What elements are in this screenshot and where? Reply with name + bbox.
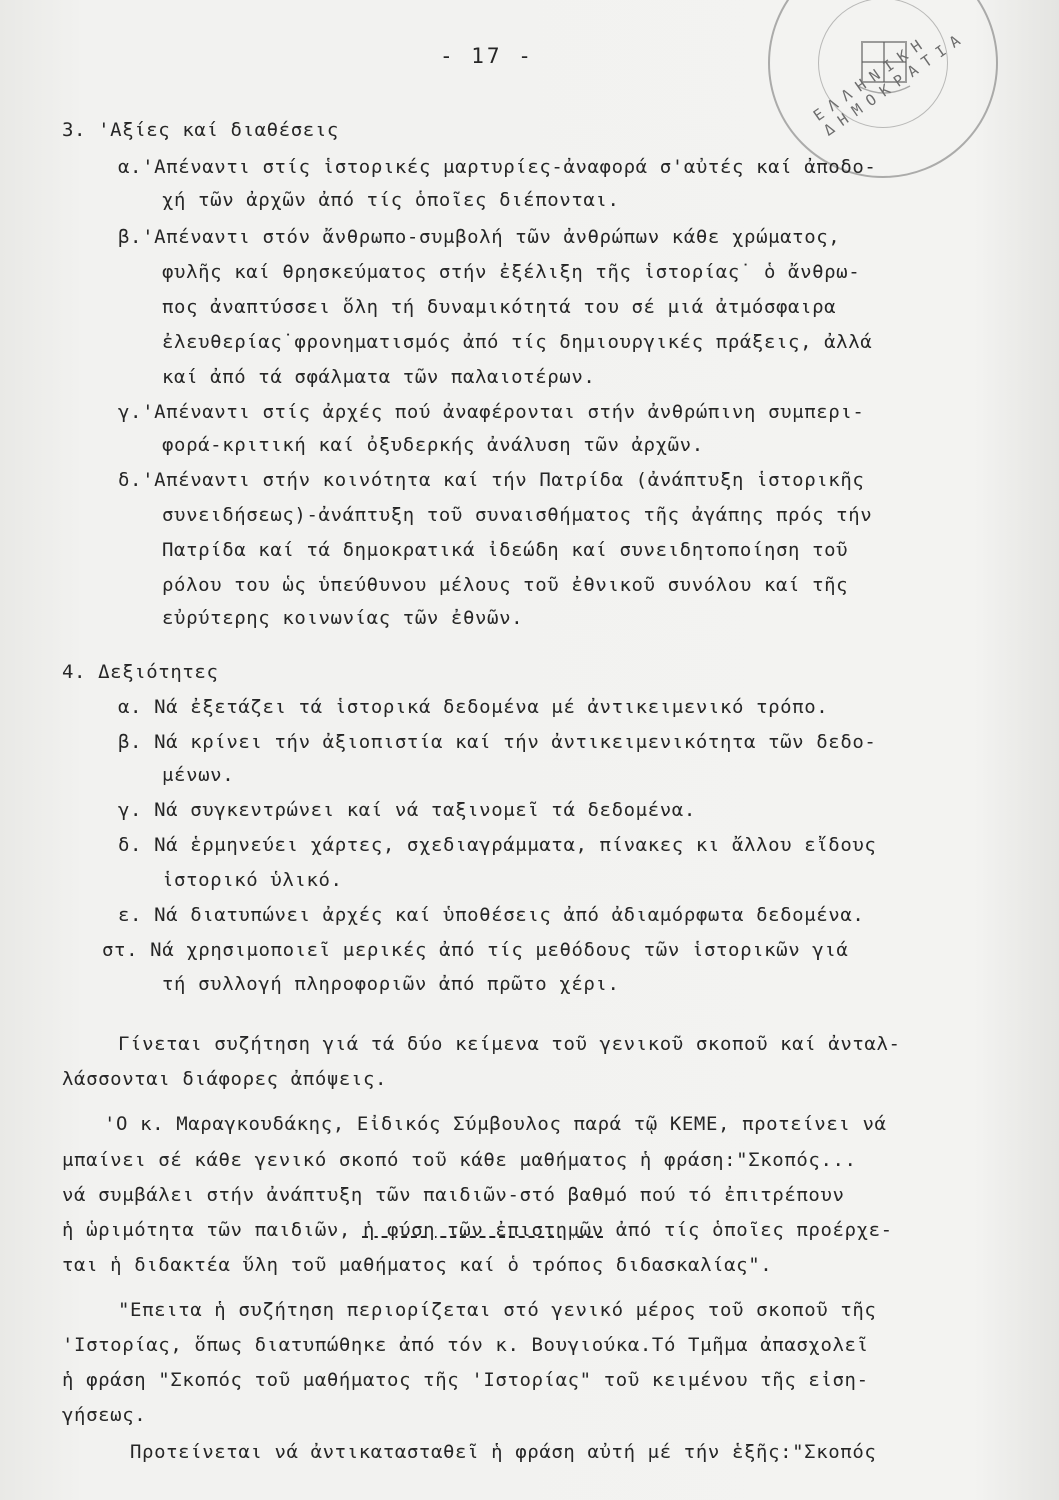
text-line: πος ἀναπτύσσει ὅλη τή δυναμικότητά του σέ μιά ἀτμόσφαιρα <box>162 296 837 318</box>
text-line: εὐρύτερης κοινωνίας τῶν ἐθνῶν. <box>162 607 524 629</box>
text-segment: ἀπό τίς ὁποῖες προέρχε- <box>615 1219 893 1241</box>
text-line: γ. Νά συγκεντρώνει καί νά ταξινομεῖ τά δεδομένα. <box>118 799 696 821</box>
section-heading: 4. Δεξιότητες <box>62 661 219 683</box>
stamp-text: ΕΛΛΗΝΙΚΗ ΔΗΜΟΚΡΑΤΙΑ <box>810 27 971 140</box>
page-number: - 17 - <box>440 44 534 68</box>
text-line: "Επειτα ἡ συζήτηση περιορίζεται στό γενικό μέρος τοῦ σκοποῦ τῆς <box>118 1299 877 1321</box>
text-line: Πατρίδα καί τά δημοκρατικά ἰδεώδη καί συνειδητοποίηση τοῦ <box>162 539 849 561</box>
text-line: ἐλευθερίας˙φρονηματισμός ἀπό τίς δημιουργικές πράξεις, ἀλλά <box>162 331 873 353</box>
text-line: ται ἡ διδακτέα ὕλη τοῦ μαθήματος καί ὁ τρόπος διδασκαλίας". <box>62 1254 773 1276</box>
text-line: ρόλου του ὡς ὑπεύθυνου μέλους τοῦ ἐθνικοῦ συνόλου καί τῆς <box>162 574 849 596</box>
underlined-phrase: ἡ φύση τῶν ἐπιστημῶν <box>362 1219 604 1241</box>
text-line: τή συλλογή πληροφοριῶν ἀπό πρῶτο χέρι. <box>162 973 620 995</box>
text-line: 'Ο κ. Μαραγκουδάκης, Εἰδικός Σύμβουλος παρά τῷ ΚΕΜΕ, προτείνει νά <box>104 1113 887 1135</box>
text-line: β.'Απέναντι στόν ἄνθρωπο-συμβολή τῶν ἀνθρώπων κάθε χρώματος, <box>118 226 841 248</box>
text-line: Γίνεται συζήτηση γιά τά δύο κείμενα τοῦ γενικοῦ σκοποῦ καί ἀνταλ- <box>118 1033 901 1055</box>
text-line: χή τῶν ἀρχῶν ἀπό τίς ὁποῖες διέπονται. <box>162 189 620 211</box>
text-line: ε. Νά διατυπώνει ἀρχές καί ὑποθέσεις ἀπό ἀδιαμόρφωτα δεδομένα. <box>118 904 865 926</box>
text-line: μπαίνει σέ κάθε γενικό σκοπό τοῦ κάθε μαθήματος ἡ φράση:"Σκοπός... <box>62 1149 857 1171</box>
text-line: μένων. <box>162 764 235 786</box>
text-line: συνειδήσεως)-ἀνάπτυξη τοῦ συναισθήματος τῆς ἀγάπης πρός τήν <box>162 504 873 526</box>
text-line: ἡ φράση "Σκοπός τοῦ μαθήματος τῆς 'Ιστορίας" τοῦ κειμένου τῆς εἰση- <box>62 1369 869 1391</box>
text-line: γήσεως. <box>62 1404 147 1426</box>
text-line <box>62 1218 893 1242</box>
text-line: νά συμβάλει στήν ἀνάπτυξη τῶν παιδιῶν-στό βαθμό πού τό ἐπιτρέπουν <box>62 1184 845 1206</box>
text-line: δ.'Απέναντι στήν κοινότητα καί τήν Πατρίδα (ἀνάπτυξη ἱστορικῆς <box>118 469 865 491</box>
text-line: 'Ιστορίας, ὅπως διατυπώθηκε ἀπό τόν κ. Βουγιούκα.Τό Τμῆμα ἀπασχολεῖ <box>62 1334 869 1356</box>
text-line: β. Νά κρίνει τήν ἀξιοπιστία καί τήν ἀντικειμενικότητα τῶν δεδο- <box>118 731 877 753</box>
text-line: φορά-κριτική καί ὀξυδερκής ἀνάλυση τῶν ἀρχῶν. <box>162 434 704 456</box>
section-heading: 3. 'Αξίες καί διαθέσεις <box>62 119 339 141</box>
text-line: δ. Νά ἑρμηνεύει χάρτες, σχεδιαγράμματα, πίνακες κι ἄλλου εἴδους <box>118 834 877 856</box>
text-line: καί ἀπό τά σφάλματα τῶν παλαιοτέρων. <box>162 366 596 388</box>
text-line: στ. Νά χρησιμοποιεῖ μερικές ἀπό τίς μεθόδους τῶν ἱστορικῶν γιά <box>102 939 849 961</box>
text-line: α.'Απέναντι στίς ἱστορικές μαρτυρίες-ἀναφορά σ'αὐτές καί ἀποδο- <box>118 156 877 178</box>
text-line: λάσσονται διάφορες ἀπόψεις. <box>62 1068 388 1090</box>
text-line: φυλῆς καί θρησκεύματος στήν ἐξέλιξη τῆς ἱστορίας˙ ὁ ἄνθρω- <box>162 261 861 283</box>
text-line: γ.'Απέναντι στίς ἀρχές πού ἀναφέρονται στήν ἀνθρώπινη συμπερι- <box>118 401 865 423</box>
text-line: Προτείνεται νά ἀντικατασταθεῖ ἡ φράση αὐτή μέ τήν ἑξῆς:"Σκοπός <box>130 1441 877 1463</box>
text-line: ἱστορικό ὑλικό. <box>162 869 343 891</box>
text-segment: ἡ ὡριμότητα τῶν παιδιῶν, <box>62 1219 351 1241</box>
official-stamp <box>768 0 998 178</box>
text-line: α. Νά ἐξετάζει τά ἱστορικά δεδομένα μέ ἀντικειμενικό τρόπο. <box>118 696 829 718</box>
